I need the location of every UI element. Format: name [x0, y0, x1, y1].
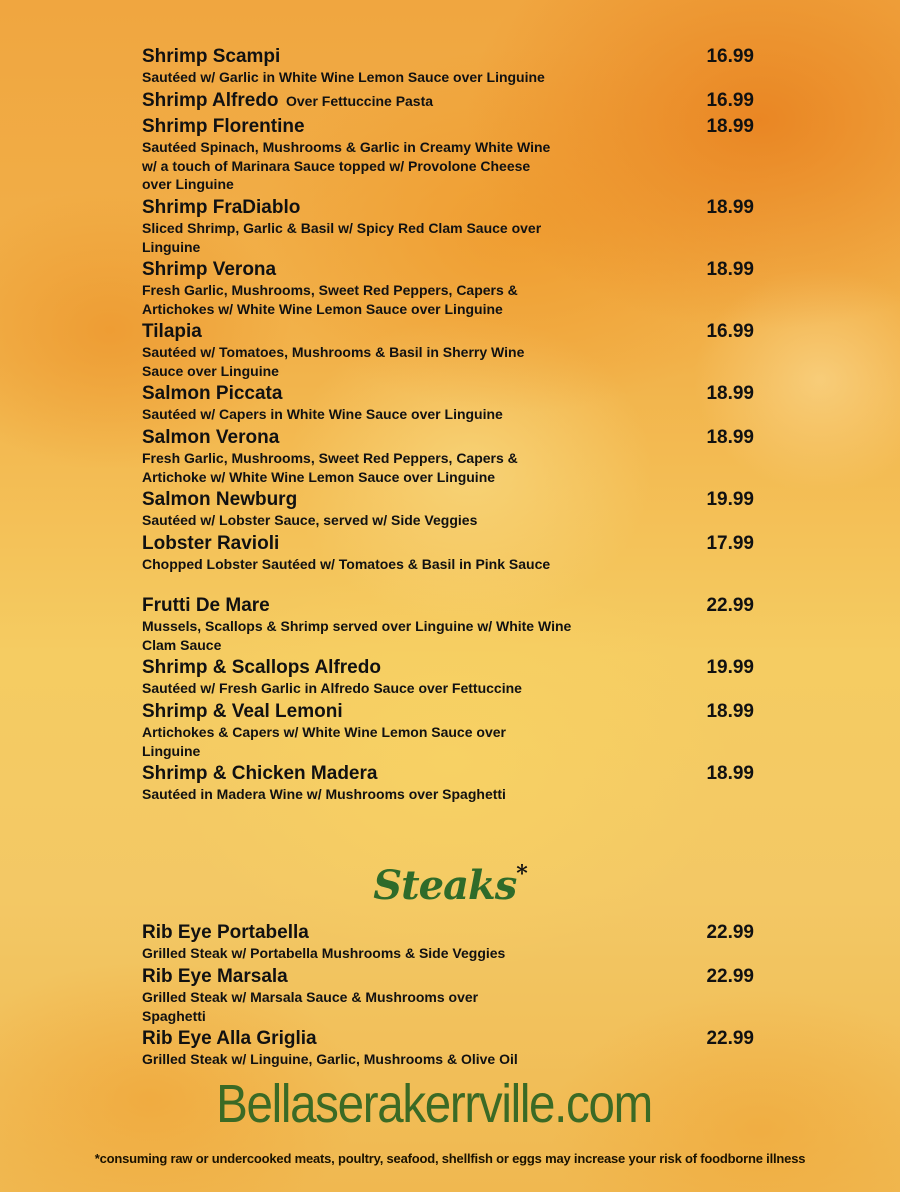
item-price: 18.99: [706, 383, 754, 404]
item-name: Shrimp Florentine: [142, 116, 305, 137]
item-price: 18.99: [706, 701, 754, 722]
item-price: 18.99: [706, 259, 754, 280]
item-name: Salmon Piccata: [142, 383, 283, 404]
item-description: Grilled Steak w/ Marsala Sauce & Mushrooms over Spaghetti: [142, 989, 479, 1024]
item-name: Lobster Ravioli: [142, 533, 280, 554]
item-name: Frutti De Mare: [142, 595, 270, 616]
menu-item: [142, 533, 762, 593]
item-price: 18.99: [706, 763, 754, 784]
item-name: Shrimp Scampi: [142, 46, 281, 67]
menu-item: [142, 595, 762, 655]
item-description: Grilled Steak w/ Linguine, Garlic, Mushrooms & Olive Oil: [142, 1051, 518, 1067]
menu-item: [142, 657, 762, 699]
menu-item: [142, 197, 762, 257]
item-name: Shrimp Verona: [142, 259, 277, 280]
steaks-heading-text: Steaks: [373, 862, 517, 909]
item-description: Fresh Garlic, Mushrooms, Sweet Red Peppers, Capers & Artichokes w/ White Wine Lemon Sauce over Linguine: [142, 282, 518, 317]
item-description: Sautéed Spinach, Mushrooms & Garlic in Creamy White Wine w/ a touch of Marinara Sauce topped w/ Provolone Cheese over Linguine: [142, 139, 551, 192]
item-price: 22.99: [706, 1028, 754, 1049]
item-price: 22.99: [706, 922, 754, 943]
item-price: 22.99: [706, 966, 754, 987]
item-name: Rib Eye Portabella: [142, 922, 309, 943]
item-name: Salmon Verona: [142, 427, 280, 448]
menu-item: [142, 383, 762, 425]
menu-item: [142, 1028, 762, 1070]
item-price: 19.99: [706, 489, 754, 510]
item-price: 18.99: [706, 197, 754, 218]
menu-item: [142, 116, 762, 195]
item-description: Chopped Lobster Sautéed w/ Tomatoes & Basil in Pink Sauce: [142, 556, 551, 572]
menu-item: [142, 427, 762, 487]
item-description: Over Fettuccine Pasta: [285, 93, 434, 109]
item-name: Rib Eye Marsala: [142, 966, 288, 987]
item-description: Sautéed in Madera Wine w/ Mushrooms over Spaghetti: [142, 786, 506, 802]
item-name: Shrimp & Scallops Alfredo: [142, 657, 381, 678]
item-description: Sautéed w/ Tomatoes, Mushrooms & Basil in Sherry Wine Sauce over Linguine: [142, 344, 525, 379]
item-price: 16.99: [706, 90, 754, 111]
item-name: Shrimp Alfredo: [142, 90, 279, 111]
item-price: 17.99: [706, 533, 754, 554]
item-description: Sautéed w/ Capers in White Wine Sauce over Linguine: [142, 406, 503, 422]
seafood-menu-section: [142, 46, 762, 807]
menu-item: [142, 259, 762, 319]
item-name: Shrimp & Chicken Madera: [142, 763, 378, 784]
item-price: 16.99: [706, 321, 754, 342]
item-description: Sliced Shrimp, Garlic & Basil w/ Spicy Red Clam Sauce over Linguine: [142, 220, 542, 255]
menu-item: [142, 966, 762, 1026]
item-description: Artichokes & Capers w/ White Wine Lemon Sauce over Linguine: [142, 724, 506, 759]
item-price: 22.99: [706, 595, 754, 616]
item-name: Salmon Newburg: [142, 489, 298, 510]
item-description: Sautéed w/ Lobster Sauce, served w/ Side Veggies: [142, 512, 478, 528]
item-price: 19.99: [706, 657, 754, 678]
website-link[interactable]: Bellaserakerrville.com: [216, 1074, 652, 1134]
menu-item: [142, 90, 762, 114]
item-name: Rib Eye Alla Griglia: [142, 1028, 317, 1049]
steaks-menu-section: [142, 922, 762, 1072]
item-description: Sautéed w/ Fresh Garlic in Alfredo Sauce over Fettuccine: [142, 680, 522, 696]
menu-item: [142, 46, 762, 88]
item-price: 18.99: [706, 427, 754, 448]
item-name: Tilapia: [142, 321, 202, 342]
menu-item: [142, 701, 762, 761]
item-description: Grilled Steak w/ Portabella Mushrooms & Side Veggies: [142, 945, 506, 961]
menu-item: [142, 321, 762, 381]
item-price: 16.99: [706, 46, 754, 67]
item-price: 18.99: [706, 116, 754, 137]
item-name: Shrimp & Veal Lemoni: [142, 701, 343, 722]
menu-item: [142, 763, 762, 805]
item-name: Shrimp FraDiablo: [142, 197, 301, 218]
menu-item: [142, 922, 762, 964]
menu-item: [142, 489, 762, 531]
steaks-section-heading: [0, 862, 900, 909]
food-safety-disclaimer: *consuming raw or undercooked meats, poultry, seafood, shellfish or eggs may increase your risk of foodborne illness: [94, 1151, 806, 1166]
asterisk-mark: *: [516, 860, 527, 887]
item-description: Fresh Garlic, Mushrooms, Sweet Red Peppers, Capers & Artichoke w/ White Wine Lemon Sauce over Linguine: [142, 450, 518, 485]
item-description: Mussels, Scallops & Shrimp served over Linguine w/ White Wine Clam Sauce: [142, 618, 572, 653]
item-description: Sautéed w/ Garlic in White Wine Lemon Sauce over Linguine: [142, 69, 545, 85]
